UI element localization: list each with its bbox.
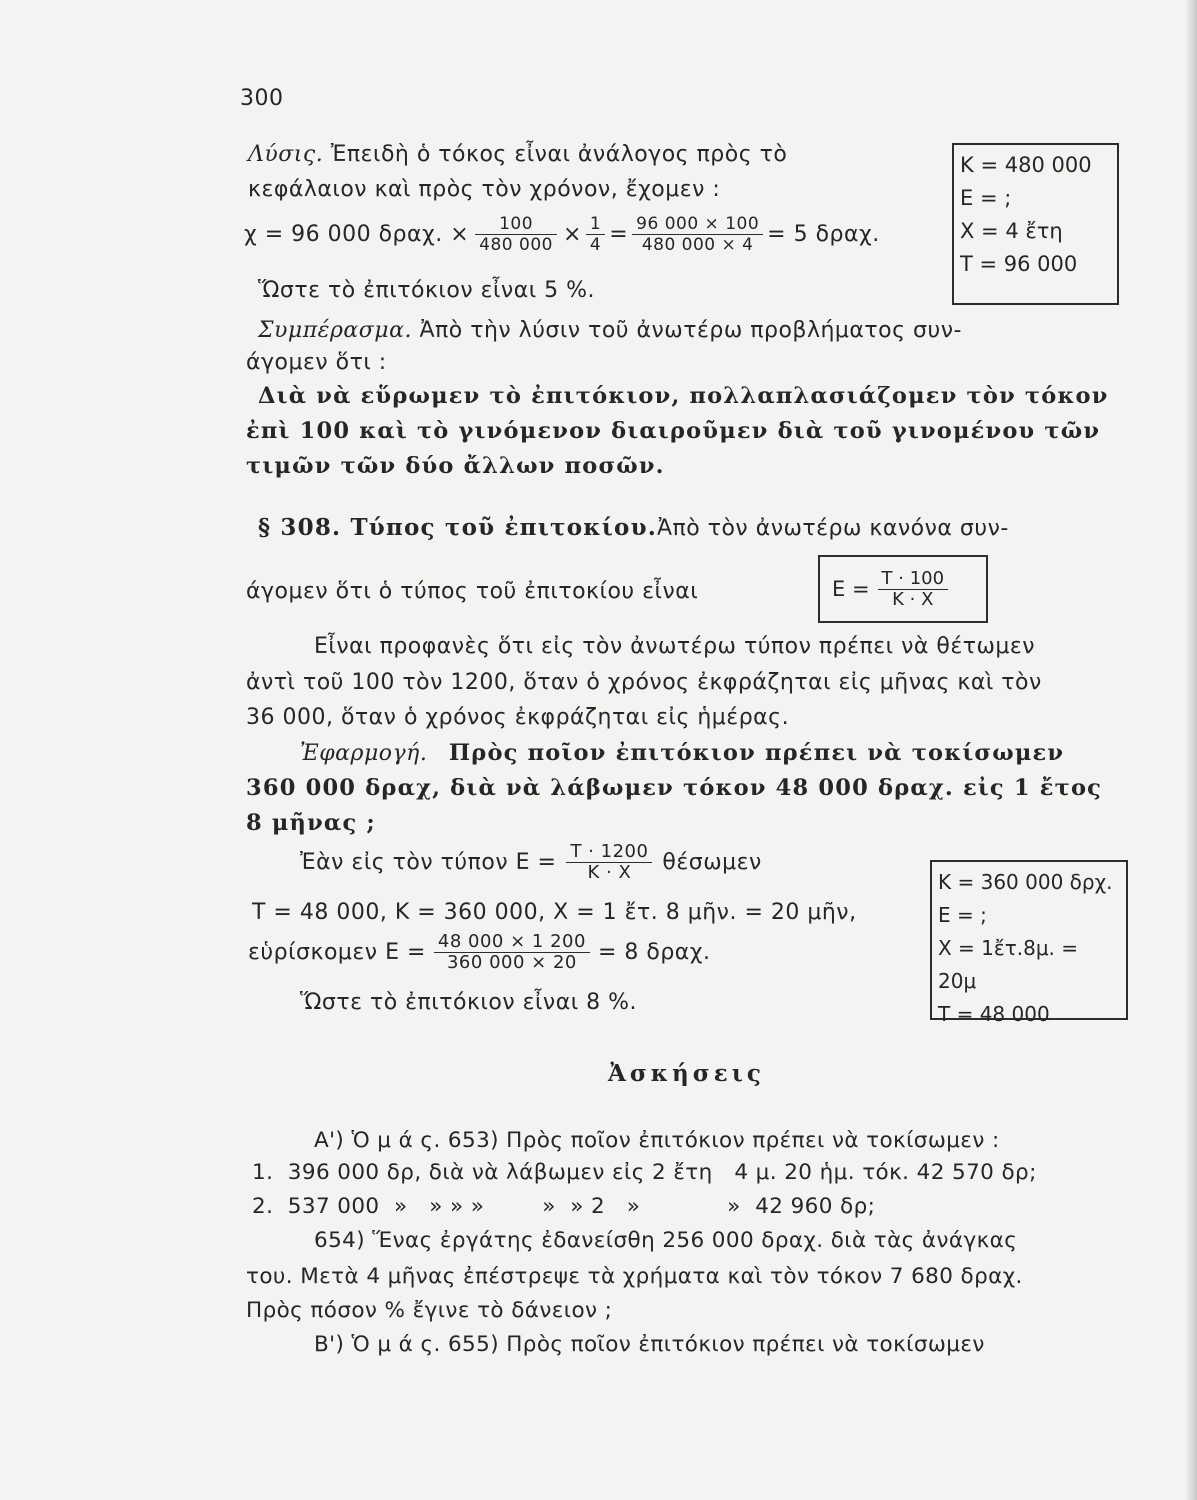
result-post: = 8 δραχ.: [597, 940, 711, 965]
application-substitution-line: [300, 842, 762, 883]
section-308-line-1: [258, 514, 1009, 541]
fraction-1-num: 100: [475, 214, 557, 235]
application-line-1: [300, 740, 1064, 766]
box1-time: Χ = 4 ἔτη: [960, 219, 1063, 243]
solution-text-1: Ἐπειδὴ ὁ τόκος εἶναι ἀνάλογος πρὸς τὸ: [330, 142, 788, 167]
fraction-3: [632, 214, 763, 255]
formula-lhs: Ε =: [832, 576, 870, 601]
application-conclusion: Ὥστε τὸ ἐπιτόκιον εἶναι 8 %.: [300, 990, 638, 1015]
solution-label: Λύσις.: [248, 142, 324, 167]
equation-rhs: = 5 δραχ.: [767, 222, 880, 247]
box2-time: Χ = 1ἔτ.8μ. = 20μ: [938, 936, 1079, 993]
substitution-post: θέσωμεν: [662, 850, 762, 875]
exercise-group-a-header: Α') Ὁ μ ά ς. 653) Πρὸς ποῖον ἐπιτόκιον πρέπει νὰ τοκίσωμεν :: [314, 1128, 1000, 1153]
inference-line-2: άγομεν ὅτι :: [246, 350, 387, 375]
box2-interest: Τ = 48 000: [938, 1002, 1050, 1026]
application-label: Ἐφαρμογή.: [300, 741, 428, 766]
application-line-2: 360 000 δραχ, διὰ νὰ λάβωμεν τόκον 48 000 δραχ. εἰς 1 ἔτος: [246, 775, 1103, 801]
box2-rate: Ε = ;: [938, 903, 987, 927]
application-result-line: [248, 932, 711, 973]
solution-line-1: [248, 142, 787, 167]
formula-num: Τ · 100: [878, 569, 949, 590]
exercise-654-line-3: Πρὸς πόσον % ἔγινε τὸ δάνειον ;: [246, 1298, 613, 1323]
solution-line-2: κεφάλαιον καὶ πρὸς τὸν χρόνον, ἔχομεν :: [248, 177, 721, 202]
exercise-group-b-header: Β') Ὁ μ ά ς. 655) Πρὸς ποῖον ἐπιτόκιον πρέπει νὰ τοκίσωμεν: [314, 1332, 985, 1357]
inference-label: Συμπέρασμα.: [258, 318, 412, 343]
rule-line-2: ἐπὶ 100 καὶ τὸ γινόμενον διαιροῦμεν διὰ τοῦ γινομένου τῶν: [246, 418, 1101, 444]
box1-rate: Ε = ;: [960, 186, 1012, 210]
exercises-title: Ἀσκήσεις: [608, 1060, 765, 1087]
fraction-2-den: 4: [589, 235, 602, 255]
box1-capital: Κ = 480 000: [960, 153, 1092, 177]
formula-den: Κ · Χ: [892, 588, 934, 610]
inference-line-1: [258, 318, 962, 343]
section-308-line-2: άγομεν ὅτι ὁ τύπος τοῦ ἐπιτοκίου εἶναι: [246, 579, 699, 604]
substitution-den: Κ · Χ: [587, 862, 632, 883]
result-fraction: [434, 932, 590, 973]
exercise-653-item-1: 1. 396 000 δρ, διὰ νὰ λάβωμεν εἰς 2 ἔτη 4 μ. 20 ἡμ. τόκ. 42 570 δρ;: [252, 1160, 1037, 1185]
section-308-paragraph-3: 36 000, ὅταν ὁ χρόνος ἐκφράζηται εἰς ἡμέρας.: [246, 705, 790, 730]
rule-line-1: Διὰ νὰ εὕρωμεν τὸ ἐπιτόκιον, πολλαπλασιάζομεν τὸν τόκον: [258, 383, 1109, 409]
given-values-box-2: [930, 860, 1128, 1026]
solution-conclusion: Ὥστε τὸ ἐπιτόκιον εἶναι 5 %.: [258, 278, 596, 303]
interest-rate-formula-box: [818, 555, 988, 623]
exercise-654-line-1: 654) Ἕνας ἐργάτης ἐδανείσθη 256 000 δραχ. διὰ τὰς ἀνάγκας: [314, 1228, 1018, 1253]
result-num: 48 000 × 1 200: [434, 932, 590, 953]
application-text-1: Πρὸς ποῖον ἐπιτόκιον πρέπει νὰ τοκίσωμεν: [448, 740, 1065, 766]
result-den: 360 000 × 20: [446, 952, 577, 973]
substitution-fraction: [566, 842, 652, 883]
section-308-text-1: Ἀπὸ τὸν ἀνωτέρω κανόνα συν-: [656, 516, 1009, 541]
section-308-paragraph-1: Εἶναι προφανὲς ὅτι εἰς τὸν ἀνωτέρω τύπον πρέπει νὰ θέτωμεν: [314, 634, 1036, 659]
fraction-2: [586, 214, 605, 255]
fraction-3-den: 480 000 × 4: [641, 235, 754, 255]
equals-sign: =: [609, 222, 629, 247]
fraction-2-num: 1: [586, 214, 605, 235]
fraction-1-den: 480 000: [479, 235, 553, 255]
formula-fraction: [878, 569, 949, 610]
box1-interest: Τ = 96 000: [960, 252, 1078, 276]
fraction-3-num: 96 000 × 100: [632, 214, 763, 235]
result-pre: εὑρίσκομεν Ε =: [248, 940, 426, 965]
exercise-654-line-2: του. Μετὰ 4 μῆνας ἐπέστρεψε τὰ χρήματα καὶ τὸν τόκον 7 680 δραχ.: [246, 1264, 1023, 1289]
equation-lhs: χ = 96 000 δραχ. ×: [244, 222, 470, 247]
box2-capital: Κ = 360 000 δρχ.: [938, 870, 1113, 894]
times-sign: ×: [562, 222, 582, 247]
substitution-pre: Ἐὰν εἰς τὸν τύπον Ε =: [300, 850, 557, 875]
substitution-num: Τ · 1200: [566, 842, 652, 863]
fraction-1: [475, 214, 557, 255]
application-values-line: Τ = 48 000, Κ = 360 000, Χ = 1 ἔτ. 8 μῆν. = 20 μῆν,: [252, 900, 857, 925]
rule-line-3: τιμῶν τῶν δύο ἄλλων ποσῶν.: [246, 453, 665, 479]
given-values-box-1: [952, 143, 1119, 305]
application-line-3: 8 μῆνας ;: [246, 810, 376, 836]
exercise-653-item-2: 2. 537 000 » » » » » » 2 » » 42 960 δρ;: [252, 1194, 876, 1219]
section-308-paragraph-2: ἀντὶ τοῦ 100 τὸν 1200, ὅταν ὁ χρόνος ἐκφράζηται εἰς μῆνας καὶ τὸν: [246, 670, 1042, 695]
page-edge-shadow: [1185, 0, 1197, 1500]
section-308-heading: § 308. Τύπος τοῦ ἐπιτοκίου.: [258, 514, 657, 541]
solution-equation: [244, 214, 880, 255]
inference-text-1: Ἀπὸ τὴν λύσιν τοῦ ἀνωτέρω προβλήματος συν-: [419, 318, 962, 343]
page-number: 300: [240, 86, 284, 111]
